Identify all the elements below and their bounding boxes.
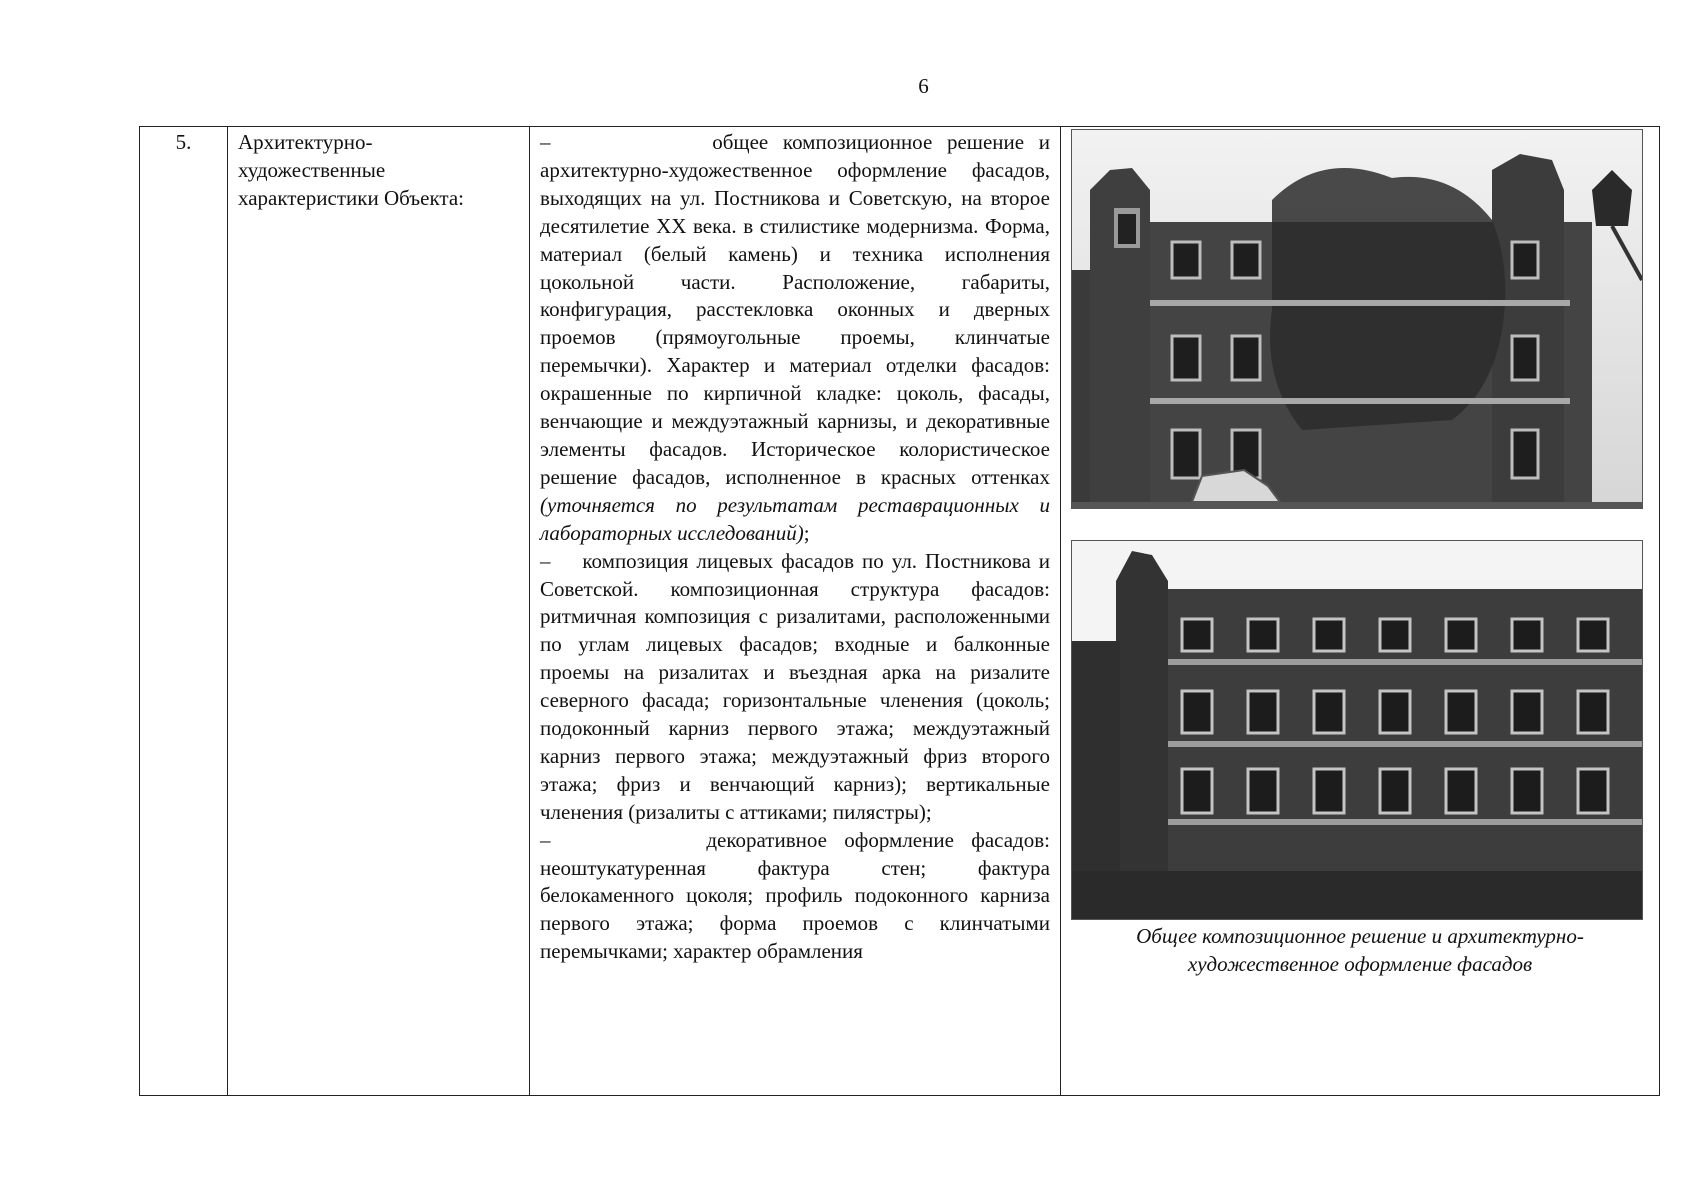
description-item: [540, 129, 1050, 548]
item-text: общее композиционное решение и архитектурно-художественное оформление фасадов, выходящих на ул. Постникова и Советскую, на второе десятилетие XX века. в стилистике модернизма. Форма, материал (белый камень) и техника исполнения цокольной части. Расположение, габариты, конфигурация, расстекловка оконных и дверных проемов (прямоугольные проемы, клинчатые перемычки). Характер и материал отделки фасадов: окрашенные по кирпичной кладке: цоколь, фасады, венчающие и междуэтажный карнизы, и декоративные элементы фасадов. Историческое колористическое решение фасадов, исполненное в красных оттенках: [540, 130, 1051, 489]
item-text: композиция лицевых фасадов по ул. Постникова и Советской. композиционная структура фасадов: ритмичная композиция с ризалитами, расположенными по углам лицевых фасадов; входные и балконные проемы на ризалитах и въездная арка на ризалите северного фасада; горизонтальные членения (цоколь; подоконный карниз первого этажа; междуэтажный карниз первого этажа; междуэтажный фриз второго этажа; фриз и венчающий карниз); вертикальные членения (ризалиты с аттиками; пилястры);: [540, 548, 1051, 824]
description-item: [540, 827, 1050, 967]
characteristics-table: [139, 126, 1660, 1096]
row-name: Архитектурно-художественные характеристики Объекта:: [228, 127, 530, 1096]
photo-caption: Общее композиционное решение и архитектурно-художественное оформление фасадов: [1136, 924, 1584, 976]
item-dash: –: [540, 827, 551, 852]
item-tail: ;: [803, 520, 810, 545]
table-row: [140, 127, 1660, 1096]
item-dash: –: [540, 548, 551, 573]
item-dash: –: [540, 130, 551, 154]
row-number: 5.: [140, 127, 228, 1096]
page-number: 6: [918, 74, 929, 98]
description-item: [540, 548, 1050, 827]
building-photo-street: [1071, 540, 1643, 920]
photos-cell: [1061, 127, 1660, 1096]
building-photo-corner: [1071, 129, 1643, 509]
row-description: [530, 127, 1061, 1096]
item-italic-note: (уточняется по результатам реставрационных и лабораторных исследований): [540, 492, 1050, 545]
item-text: декоративное оформление фасадов: неоштукатуренная фактура стен; фактура белокаменного цоколя; профиль подоконного карниза первого этажа; форма проемов с клинчатыми перемычками; характер обрамления: [540, 827, 1050, 964]
